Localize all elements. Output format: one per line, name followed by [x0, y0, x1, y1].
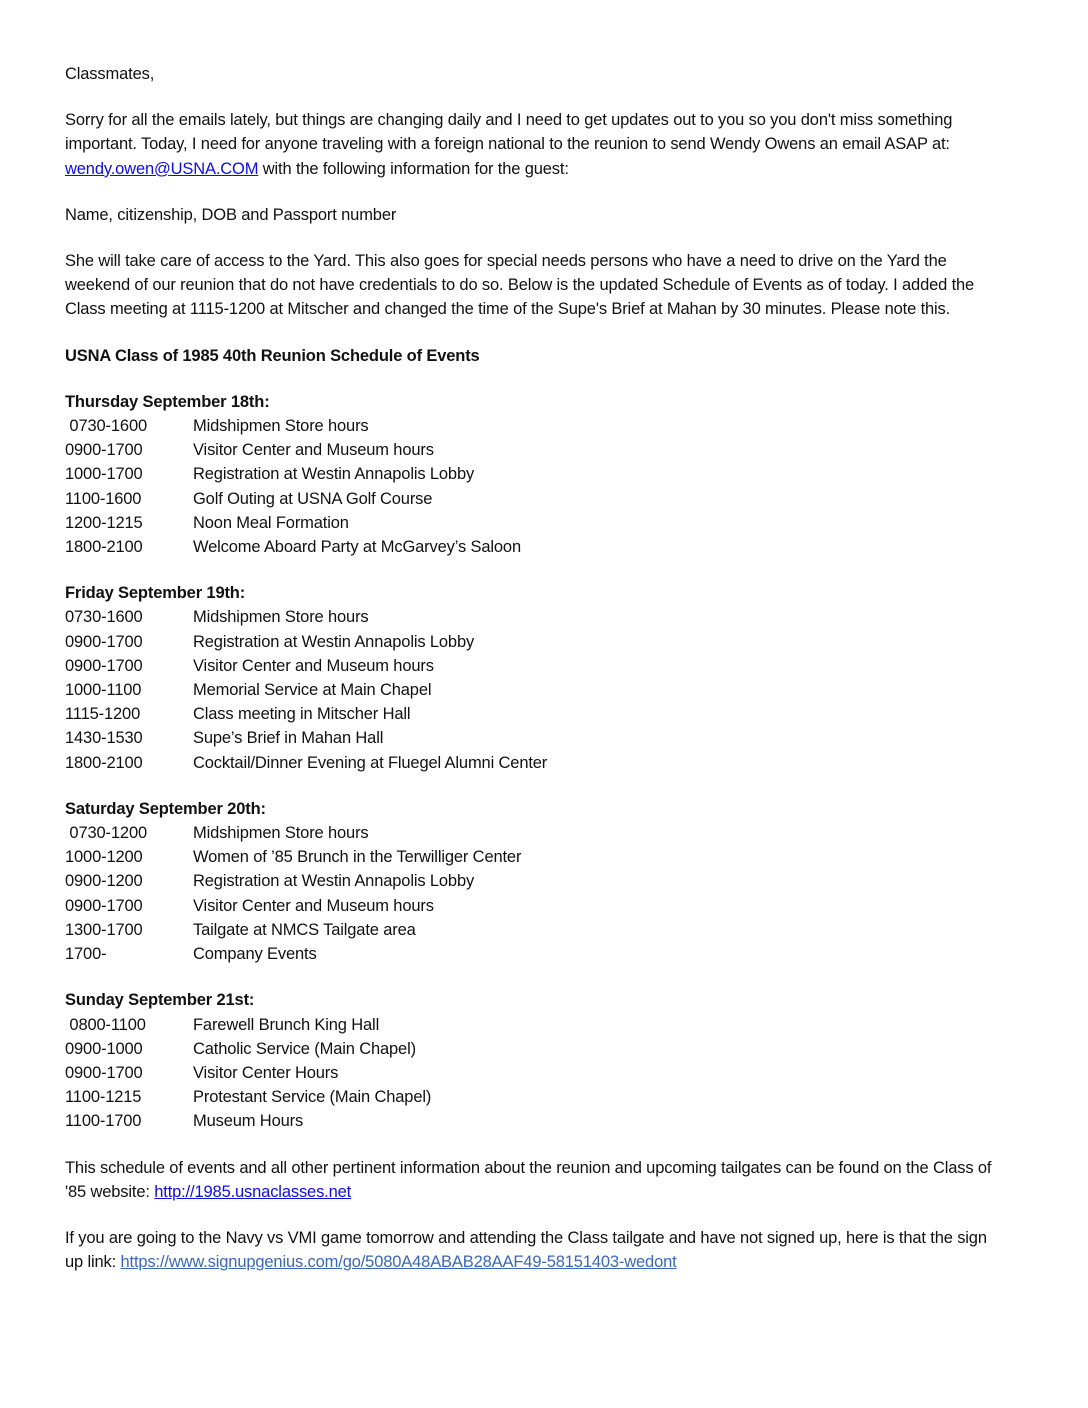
event-description: Visitor Center and Museum hours: [193, 656, 434, 675]
intro-text-after: with the following information for the guest:: [258, 159, 569, 178]
schedule-event-row: [65, 487, 1028, 511]
event-description: Class meeting in Mitscher Hall: [193, 705, 411, 724]
schedule-day-heading: Saturday September 20th:: [65, 799, 266, 818]
event-description: Registration at Westin Annapolis Lobby: [193, 632, 475, 651]
event-description: Company Events: [193, 945, 317, 964]
event-time: 1300-1700: [65, 920, 143, 939]
schedule-event-row: [65, 535, 1028, 559]
schedule-event-row: [65, 462, 1028, 486]
schedule-event-row: [65, 702, 1028, 726]
event-time: 0900-1700: [65, 896, 143, 915]
event-description: Memorial Service at Main Chapel: [193, 681, 432, 700]
yard-access-paragraph: She will take care of access to the Yard. This also goes for special needs persons who have a need to drive on the Yard the weekend of our reunion that do not have credentials to do so. Below is the updated Schedule of Events as of today. I added the Class meeting at 1115-1200 at Mitscher and changed the time of the Supe's Brief at Mahan by 30 minutes. Please note this.: [65, 252, 975, 319]
schedule-event-row: [65, 726, 1028, 750]
event-time: 0800-1100: [65, 1015, 146, 1034]
schedule-event-row: [65, 845, 1028, 869]
website-paragraph: [65, 1156, 998, 1204]
email-link[interactable]: wendy.owen@USNA.COM: [65, 159, 259, 178]
schedule-event-row: [65, 1085, 1028, 1109]
intro-paragraph: [65, 108, 998, 181]
event-description: Tailgate at NMCS Tailgate area: [193, 920, 416, 939]
event-description: Visitor Center Hours: [193, 1063, 339, 1082]
schedule-event-row: [65, 511, 1028, 535]
schedule-title: USNA Class of 1985 40th Reunion Schedule of Events: [65, 346, 480, 365]
event-time: 1700-: [65, 945, 107, 964]
schedule-event-row: [65, 1037, 1028, 1061]
event-description: Midshipmen Store hours: [193, 824, 369, 843]
schedule-day-section: [65, 390, 1028, 559]
event-time: 0900-1200: [65, 872, 143, 891]
schedule-event-row: [65, 678, 1028, 702]
event-time: 0900-1700: [65, 632, 143, 651]
signup-paragraph: [65, 1226, 998, 1274]
schedule-day-heading: Thursday September 18th:: [65, 392, 270, 411]
event-time: 1800-2100: [65, 753, 143, 772]
signup-text-before: If you are going to the Navy vs VMI game tomorrow and attending the Class tailgate and have not signed up, here is that the sign up link:: [65, 1228, 987, 1272]
event-time: 1000-1700: [65, 465, 143, 484]
signup-link[interactable]: https://www.signupgenius.com/go/5080A48ABAB28AAF49-58151403-wedont: [120, 1253, 677, 1272]
event-description: Catholic Service (Main Chapel): [193, 1039, 416, 1058]
event-time: 0730-1600: [65, 417, 147, 436]
event-description: Protestant Service (Main Chapel): [193, 1088, 432, 1107]
schedule-event-row: [65, 821, 1028, 845]
schedule-event-row: [65, 438, 1028, 462]
event-time: 0730-1600: [65, 608, 143, 627]
schedule-day-section: [65, 988, 1028, 1133]
event-time: 0900-1700: [65, 441, 143, 460]
event-description: Registration at Westin Annapolis Lobby: [193, 872, 475, 891]
schedule-event-row: [65, 605, 1028, 629]
schedule-day-heading: Friday September 19th:: [65, 584, 246, 603]
event-description: Midshipmen Store hours: [193, 417, 369, 436]
event-time: 0900-1000: [65, 1039, 143, 1058]
schedule-event-row: [65, 942, 1028, 966]
event-description: Cocktail/Dinner Evening at Fluegel Alumni Center: [193, 753, 548, 772]
event-time: 1000-1200: [65, 848, 143, 867]
event-description: Farewell Brunch King Hall: [193, 1015, 380, 1034]
schedule-day-section: [65, 581, 1028, 775]
event-time: 1100-1215: [65, 1088, 142, 1107]
event-time: 0900-1700: [65, 656, 143, 675]
event-time: 1430-1530: [65, 729, 143, 748]
event-description: Museum Hours: [193, 1112, 304, 1131]
event-time: 1000-1100: [65, 681, 142, 700]
event-description: Visitor Center and Museum hours: [193, 441, 434, 460]
event-description: Women of ’85 Brunch in the Terwilliger Center: [193, 848, 522, 867]
schedule-event-row: [65, 414, 1028, 438]
event-time: 1800-2100: [65, 538, 143, 557]
guest-info-line: Name, citizenship, DOB and Passport number: [65, 205, 397, 224]
event-time: 1200-1215: [65, 513, 143, 532]
event-description: Welcome Aboard Party at McGarvey’s Saloon: [193, 538, 521, 557]
event-description: Supe’s Brief in Mahan Hall: [193, 729, 384, 748]
event-time: 1100-1700: [65, 1112, 142, 1131]
schedule-event-row: [65, 869, 1028, 893]
website-text-before: This schedule of events and all other pertinent information about the reunion and upcoming tailgates can be found on the Class of '85 website:: [65, 1158, 992, 1201]
schedule-event-row: [65, 630, 1028, 654]
schedule-of-events: [65, 390, 1028, 1134]
salutation: Classmates,: [65, 65, 155, 83]
schedule-day-heading: Sunday September 21st:: [65, 991, 255, 1010]
schedule-event-row: [65, 1109, 1028, 1133]
schedule-event-row: [65, 751, 1028, 775]
schedule-event-row: [65, 1061, 1028, 1085]
class-website-link[interactable]: http://1985.usnaclasses.net: [154, 1182, 352, 1201]
event-description: Noon Meal Formation: [193, 513, 349, 532]
schedule-event-row: [65, 654, 1028, 678]
schedule-event-row: [65, 1013, 1028, 1037]
event-description: Golf Outing at USNA Golf Course: [193, 489, 433, 508]
event-description: Midshipmen Store hours: [193, 608, 369, 627]
schedule-day-section: [65, 797, 1028, 966]
schedule-event-row: [65, 918, 1028, 942]
event-description: Visitor Center and Museum hours: [193, 896, 434, 915]
event-time: 0730-1200: [65, 824, 147, 843]
intro-text-before: Sorry for all the emails lately, but things are changing daily and I need to get updates out to you so you don't miss something important. Today, I need for anyone traveling with a foreign national to the reunion to send Wendy Owens an email ASAP at:: [65, 111, 953, 154]
event-description: Registration at Westin Annapolis Lobby: [193, 465, 475, 484]
event-time: 1100-1600: [65, 489, 142, 508]
schedule-event-row: [65, 894, 1028, 918]
event-time: 0900-1700: [65, 1063, 143, 1082]
event-time: 1115-1200: [65, 705, 141, 724]
